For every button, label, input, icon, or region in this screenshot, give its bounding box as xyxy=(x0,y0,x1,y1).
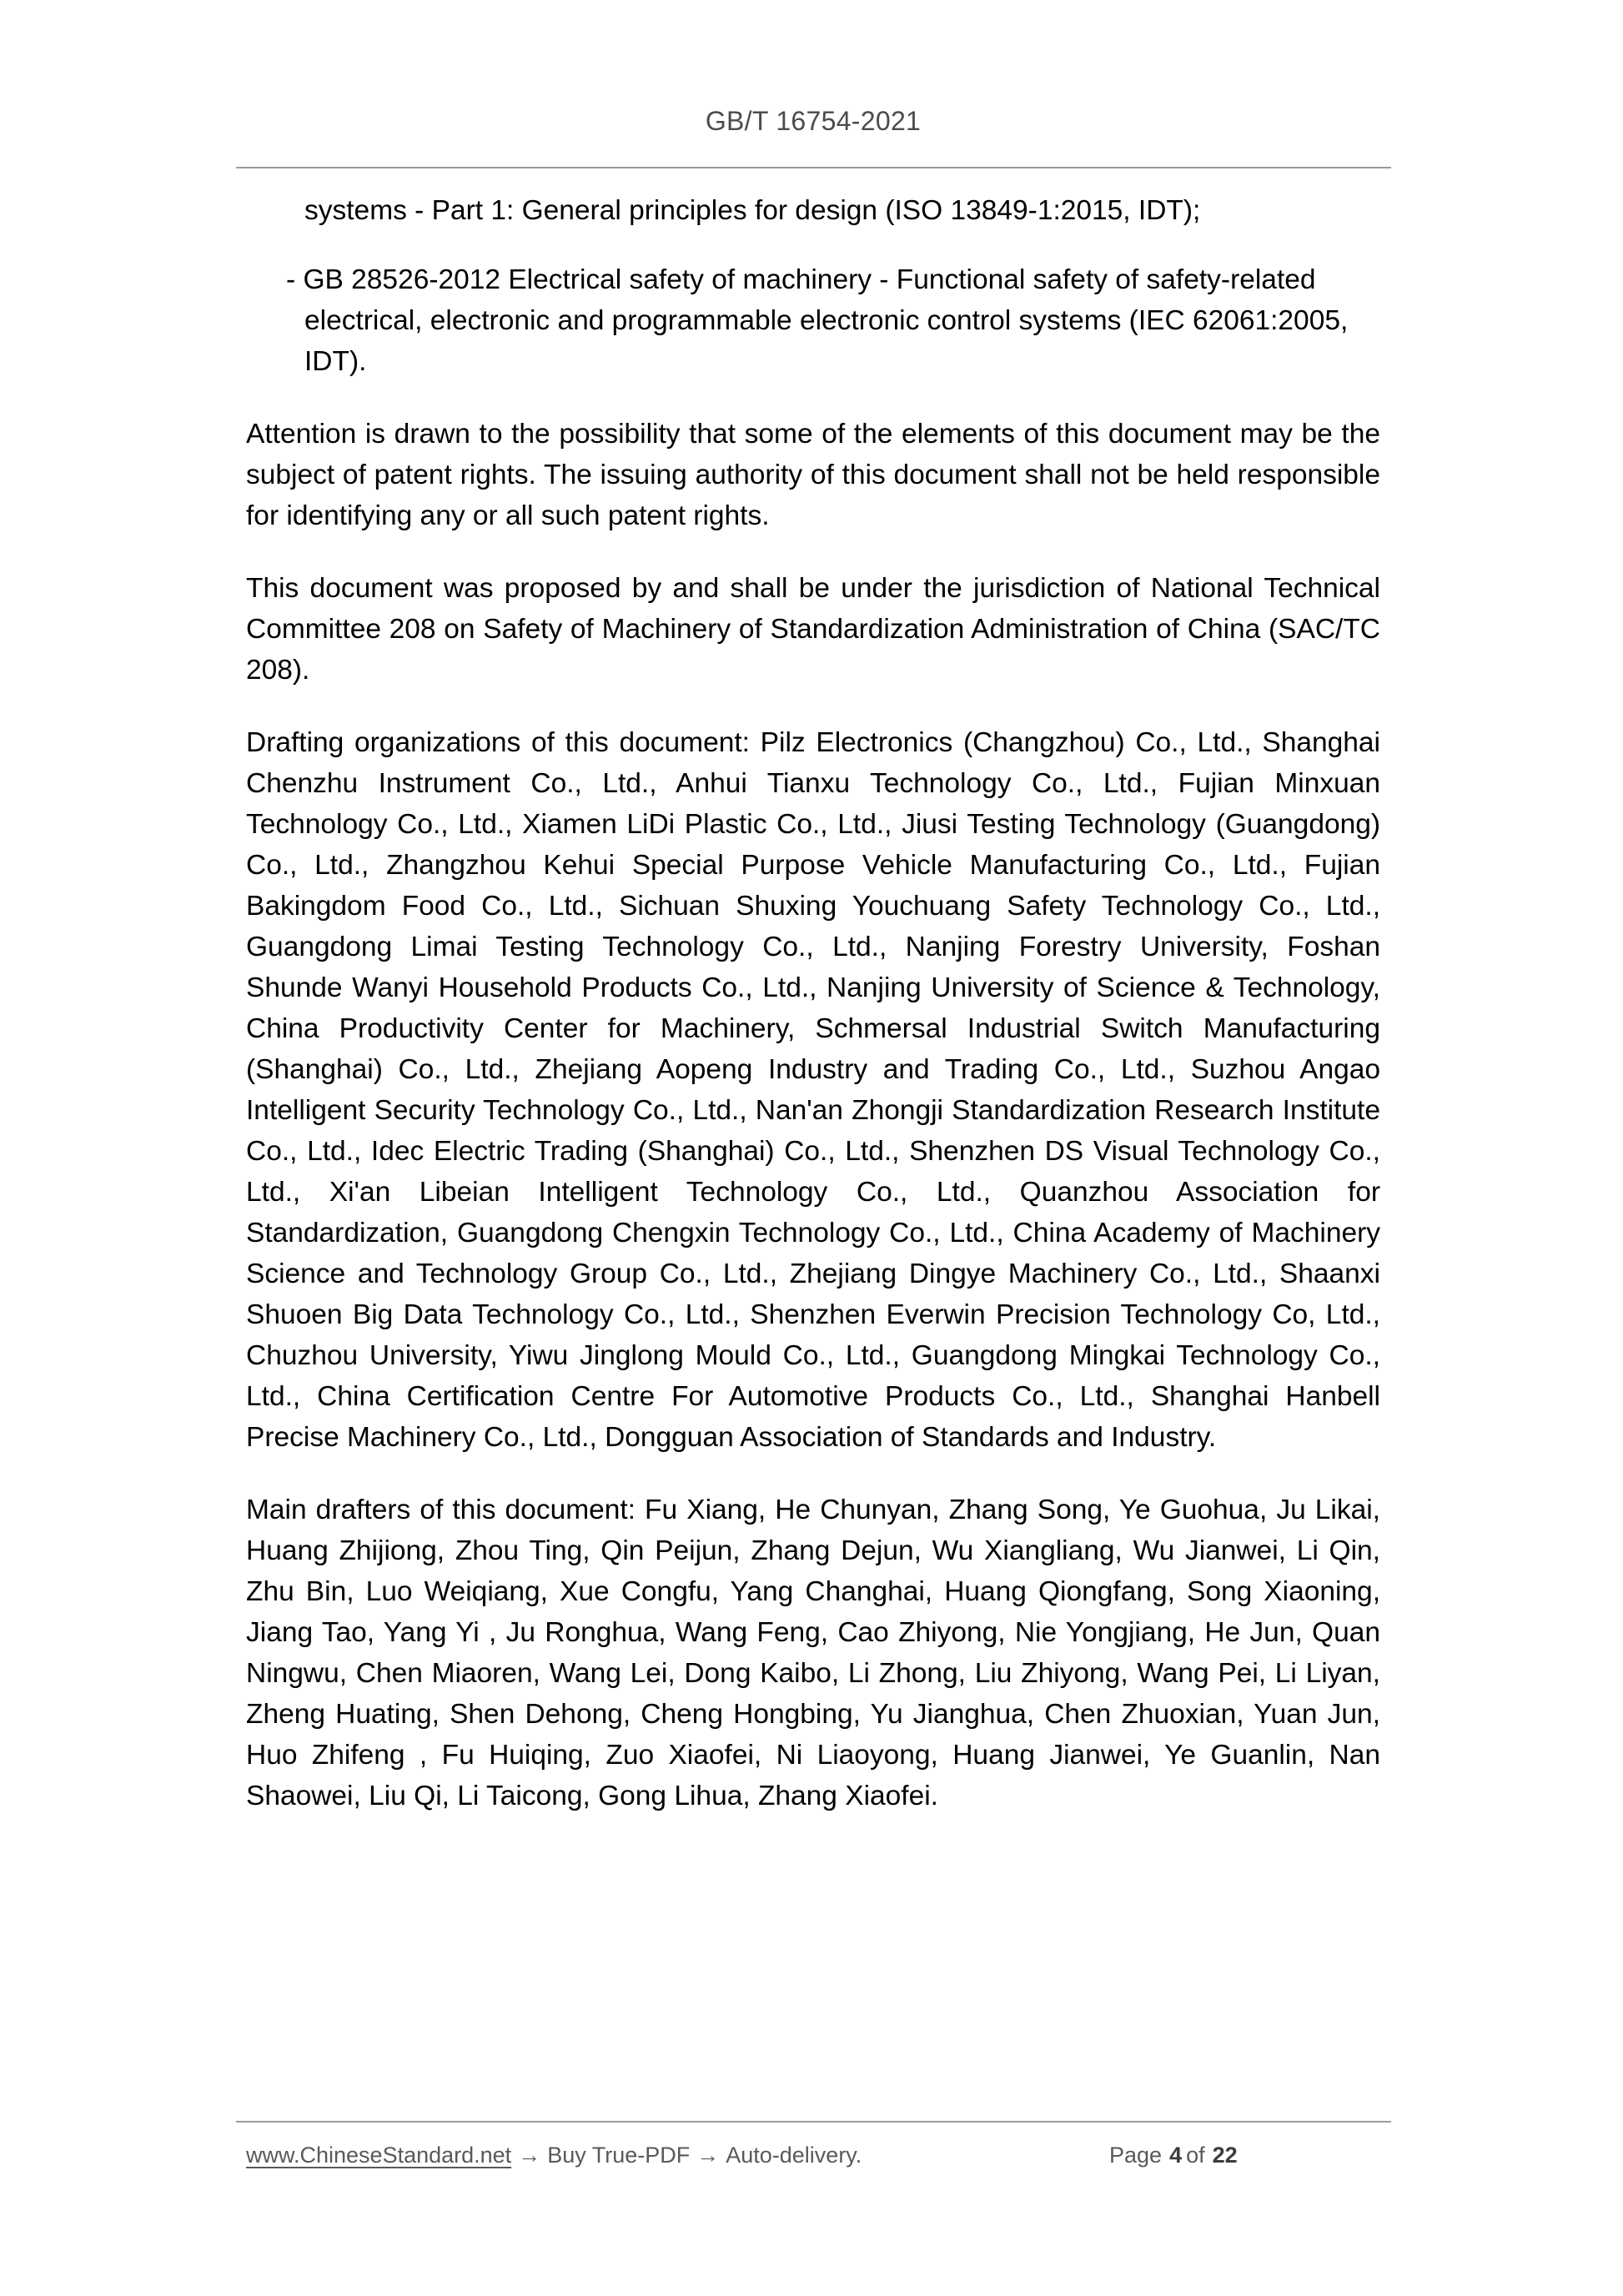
jurisdiction-paragraph: This document was proposed by and shall be under the jurisdiction of National Technical Committee 208 on Safety of Machinery of Standardization Administration of China (SAC/TC 208). xyxy=(246,573,1380,686)
header-divider xyxy=(236,167,1391,168)
footer-divider xyxy=(236,2121,1391,2123)
page-label: Page xyxy=(1109,2143,1163,2168)
reference-continuation-line: systems - Part 1: General principles for design (ISO 13849-1:2015, IDT); xyxy=(304,195,1201,226)
arrow-right-icon: → xyxy=(518,2143,541,2168)
page-header xyxy=(246,107,1380,136)
document-body xyxy=(246,190,1380,1816)
page-indicator xyxy=(1109,2142,1242,2170)
reference-item-gb28526: - GB 28526-2012 Electrical safety of machinery - Functional safety of safety-related electrical, electronic and programmable electronic control systems (IEC 62061:2005, IDT). xyxy=(286,264,1349,377)
arrow-right-icon-2: → xyxy=(696,2143,720,2168)
total-page-count: 22 xyxy=(1212,2143,1238,2168)
of-label: of xyxy=(1186,2143,1205,2168)
footer-promo-group xyxy=(246,2142,862,2170)
footer-promo-buy-true-pdf: Buy True-PDF xyxy=(547,2143,691,2168)
footer-promo-auto-delivery: Auto-delivery. xyxy=(726,2143,862,2168)
drafting-organizations-paragraph: Drafting organizations of this document: Pilz Electronics (Changzhou) Co., Ltd., Shanghai Chenzhu Instrument Co., Ltd., Anhui Tianxu Technology Co., Ltd., Fujian Minxuan Technology Co., Ltd., Xiamen LiDi Plastic Co., Ltd., Jiusi Testing Technology (Guangdong) Co., Ltd., Zhangzhou Kehui Special Purpose Vehicle Manufacturing Co., Ltd., Fujian Bakingdom Food Co., Ltd., Sichuan Shuxing Youchuang Safety Technology Co., Ltd., Guangdong Limai Testing Technology Co., Ltd., Nanjing Forestry University, Foshan Shunde Wanyi Household Products Co., Ltd., Nanjing University of Science & Technology, China Productivity Center for Machinery, Schmersal Industrial Switch Manufacturing (Shanghai) Co., Ltd., Zhejiang Aopeng Industry and Trading Co., Ltd., Suzhou Angao Intelligent Security Technology Co., Ltd., Nan'an Zhongji Standardization Research Institute Co., Ltd., Idec Electric Trading (Shanghai) Co., Ltd., Shenzhen DS Visual Technology Co., Ltd., Xi'an Libeian Intelligent Technology Co., Ltd., Quanzhou Association for Standardization, Guangdong Chengxin Technology Co., Ltd., China Academy of Machinery Science and Technology Group Co., Ltd., Zhejiang Dingye Machinery Co., Ltd., Shaanxi Shuoen Big Data Technology Co., Ltd., Shenzhen Everwin Precision Technology Co, Ltd., Chuzhou University, Yiwu Jinglong Mould Co., Ltd., Guangdong Mingkai Technology Co., Ltd., China Certification Centre For Automotive Products Co., Ltd., Shanghai Hanbell Precise Machinery Co., Ltd., Dongguan Association of Standards and Industry. xyxy=(246,727,1380,1453)
current-page-number: 4 xyxy=(1169,2143,1183,2168)
main-drafters-paragraph: Main drafters of this document: Fu Xiang, He Chunyan, Zhang Song, Ye Guohua, Ju Likai, Huang Zhijiong, Zhou Ting, Qin Peijun, Zhang Dejun, Wu Xiangliang, Wu Jianwei, Li Qin, Zhu Bin, Luo Weiqiang, Xue Congfu, Yang Changhai, Huang Qiongfang, Song Xiaoning, Jiang Tao, Yang Yi , Ju Ronghua, Wang Feng, Cao Zhiyong, Nie Yongjiang, He Jun, Quan Ningwu, Chen Miaoren, Wang Lei, Dong Kaibo, Li Zhong, Liu Zhiyong, Wang Pei, Li Liyan, Zheng Huating, Shen Dehong, Cheng Hongbing, Yu Jianghua, Chen Zhuoxian, Yuan Jun, Huo Zhifeng , Fu Huiqing, Zuo Xiaofei, Ni Liaoyong, Huang Jianwei, Ye Guanlin, Nan Shaowei, Liu Qi, Li Taicong, Gong Lihua, Zhang Xiaofei. xyxy=(246,1495,1380,1811)
chinesestandard-link[interactable]: www.ChineseStandard.net xyxy=(246,2143,512,2168)
patent-rights-paragraph: Attention is drawn to the possibility that some of the elements of this document may be the subject of patent rights. The issuing authority of this document shall not be held responsible for identifying any or all such patent rights. xyxy=(246,419,1380,531)
standard-number: GB/T 16754-2021 xyxy=(705,106,922,136)
